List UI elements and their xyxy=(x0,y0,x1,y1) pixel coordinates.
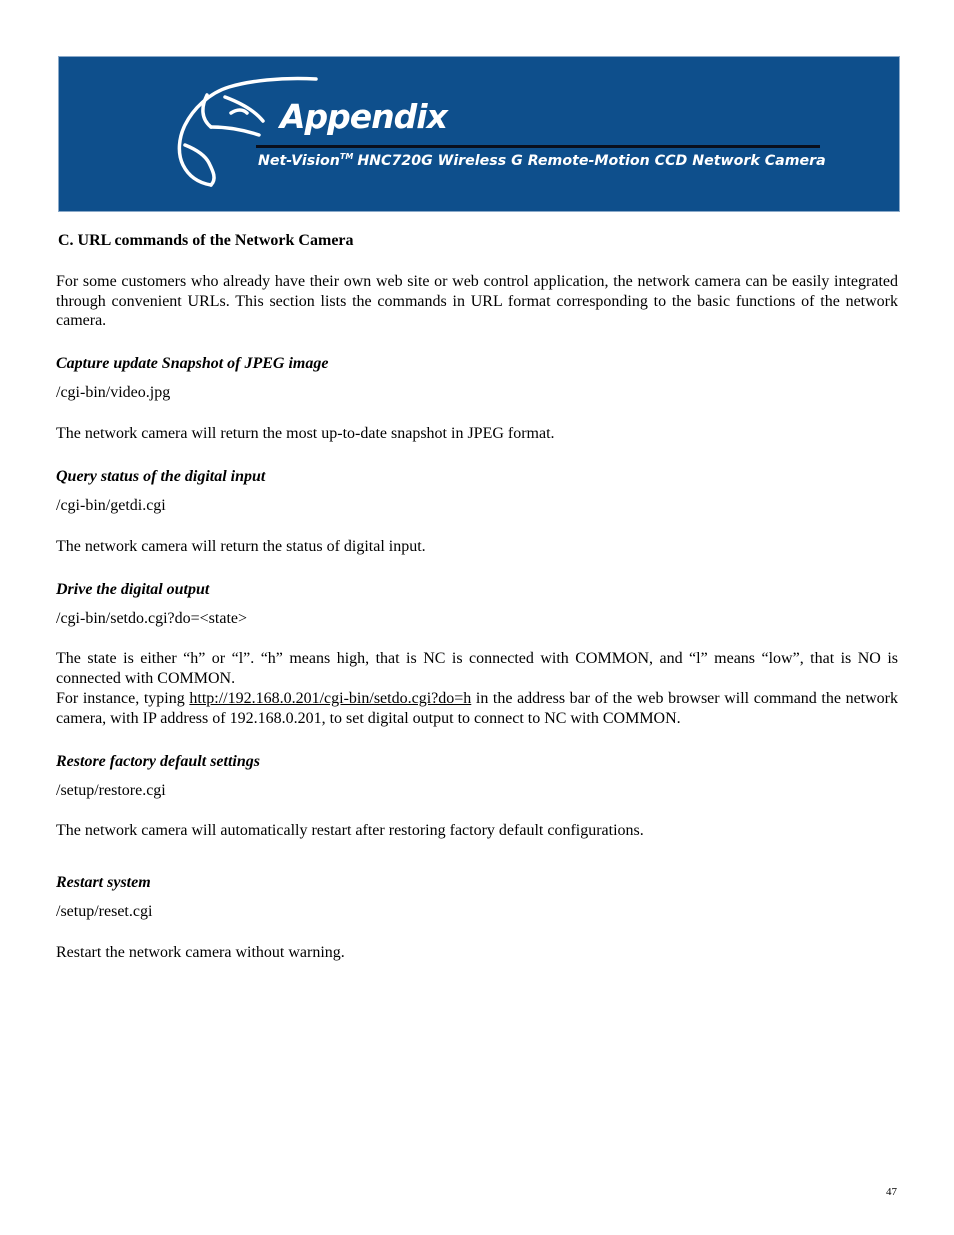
trademark-mark: TM xyxy=(339,152,354,161)
command-heading-getdi: Query status of the digital input xyxy=(56,468,266,485)
example-prefix: For instance, typing xyxy=(56,690,190,707)
command-url-reset: /setup/reset.cgi xyxy=(56,903,153,920)
banner-subtitle xyxy=(258,153,826,169)
example-suffix: in the address bar of the web browser will command the network camera, with IP address of 192.168.0.201, to set digital output to connect to NC with COMMON. xyxy=(56,690,899,727)
example-link[interactable]: http://192.168.0.201/cgi-bin/setdo.cgi?do=h xyxy=(189,690,472,707)
command-heading-restore: Restore factory default settings xyxy=(56,753,260,770)
page-number: 47 xyxy=(886,1186,897,1198)
command-description-setdo: The state is either “h” or “l”. “h” means high, that is NC is connected with COMMON, and “l” means “low”, that is NO is connected with COMMON. xyxy=(56,650,898,687)
command-url-setdo: /cgi-bin/setdo.cgi?do=<state> xyxy=(56,610,248,627)
appendix-banner xyxy=(58,56,900,212)
command-heading-reset: Restart system xyxy=(56,874,151,891)
intro-paragraph: For some customers who already have their own web site or web control application, the network camera can be easily integrated through convenient URLs. This section lists the commands in URL format corresponding to the basic functions of the network camera. xyxy=(56,273,898,329)
command-heading-snapshot: Capture update Snapshot of JPEG image xyxy=(56,355,329,372)
command-heading-setdo: Drive the digital output xyxy=(56,581,210,598)
banner-title: Appendix xyxy=(280,97,447,136)
banner-divider xyxy=(256,145,820,148)
command-description-reset: Restart the network camera without warning. xyxy=(56,944,345,961)
command-example-setdo xyxy=(56,689,898,728)
command-url-getdi: /cgi-bin/getdi.cgi xyxy=(56,497,166,514)
banner-product: HNC720G Wireless G Remote-Motion CCD Network Camera xyxy=(357,153,826,169)
command-url-restore: /setup/restore.cgi xyxy=(56,782,166,799)
command-description-snapshot: The network camera will return the most up-to-date snapshot in JPEG format. xyxy=(56,425,555,442)
section-title: C. URL commands of the Network Camera xyxy=(58,232,354,249)
command-description-getdi: The network camera will return the status of digital input. xyxy=(56,538,426,555)
banner-brand: Net-Vision xyxy=(258,153,340,169)
command-description-restore: The network camera will automatically restart after restoring factory default configurations. xyxy=(56,822,644,839)
command-url-snapshot: /cgi-bin/video.jpg xyxy=(56,384,171,401)
